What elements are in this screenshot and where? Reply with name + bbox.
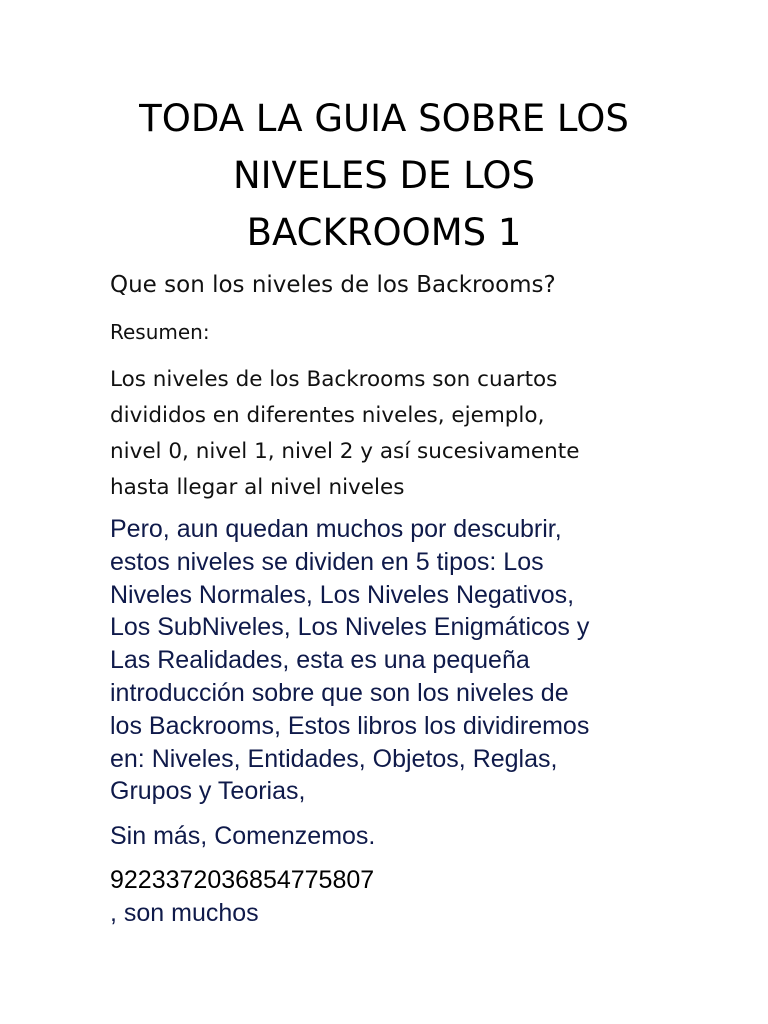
body-line: Las Realidades, esta es una pequeña (110, 646, 530, 675)
count-number: 9223372036854775807 (110, 866, 375, 894)
closing-line: Sin más, Comenzemos. (110, 822, 376, 850)
body-line: Niveles Normales, Los Niveles Negativos, (110, 580, 575, 609)
intro-line: nivel 0, nivel 1, nivel 2 y así sucesivamente (110, 439, 580, 464)
body-paragraph (110, 513, 589, 808)
intro-paragraph (110, 362, 579, 506)
title-line-3: BACKROOMS 1 (246, 211, 522, 254)
question-heading: Que son los niveles de los Backrooms? (110, 272, 556, 298)
count-line (110, 864, 374, 930)
intro-line: divididos en diferentes niveles, ejemplo, (110, 403, 545, 428)
summary-label: Resumen: (110, 320, 210, 344)
body-line: introducción sobre que son los niveles de (110, 678, 569, 707)
body-line: Pero, aun quedan muchos por descubrir, (110, 515, 562, 543)
body-line: Los SubNiveles, Los Niveles Enigmáticos y (110, 613, 590, 642)
document-title (0, 90, 768, 261)
title-line-2: NIVELES DE LOS (232, 154, 536, 197)
title-line-1: TODA LA GUIA SOBRE LOS (139, 97, 629, 140)
intro-line: hasta llegar al nivel niveles (110, 475, 405, 500)
intro-line: Los niveles de los Backrooms son cuartos (110, 367, 558, 392)
body-line: en: Niveles, Entidades, Objetos, Reglas, (110, 744, 558, 773)
body-line: estos niveles se dividen en 5 tipos: Los (110, 547, 544, 576)
body-line: Grupos y Teorias, (110, 777, 306, 806)
count-suffix: , son muchos (110, 898, 259, 927)
body-line: los Backrooms, Estos libros los dividiremos (110, 711, 590, 740)
